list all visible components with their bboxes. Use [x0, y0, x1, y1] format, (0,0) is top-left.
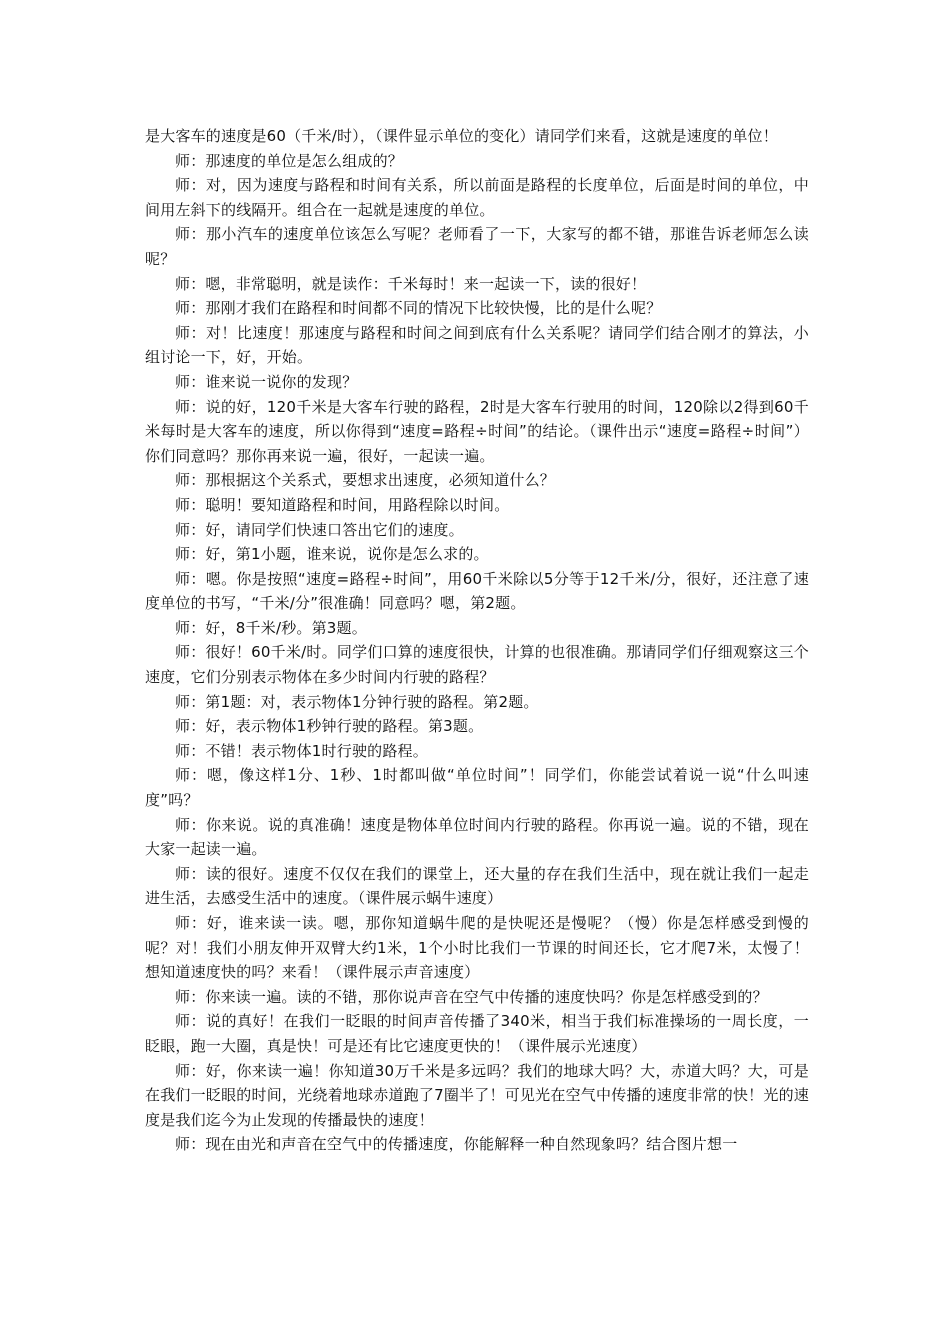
paragraph: 师：那速度的单位是怎么组成的？ [175, 151, 404, 170]
paragraph: 师：好，表示物体1秒钟行驶的路程。第3题。 [175, 717, 484, 736]
paragraph: 师：读的很好。速度不仅仅在我们的课堂上，还大量的存在我们生活中，现在就让我们一起走进生活，去感受生活中的速度。（课件展示蜗牛速度） [145, 864, 809, 908]
paragraph: 师：好，你来读一遍！你知道30万千米是多远吗？我们的地球大吗？大，赤道大吗？大，可是在我们一眨眼的时间，光绕着地球赤道跑了7圈半了！可见光在空气中传播的速度非常的快！光的速度是我们迄今为止发现的传播最快的速度！ [145, 1061, 809, 1129]
paragraph: 师：那刚才我们在路程和时间都不同的情况下比较快慢，比的是什么呢？ [175, 299, 662, 318]
paragraph: 是大客车的速度是60（千米/时），（课件显示单位的变化）请同学们来看，这就是速度的单位！ [145, 127, 778, 145]
paragraph: 师：那根据这个关系式，要想求出速度，必须知道什么？ [175, 471, 556, 490]
paragraph: 师：好，第1小题，谁来说，说你是怎么求的。 [175, 545, 489, 564]
paragraph: 师：嗯。你是按照“速度=路程÷时间”，用60千米除以5分等于12千米/分，很好，还注意了速度单位的书写，“千米/分”很准确！同意吗？嗯，第2题。 [145, 569, 809, 613]
paragraph: 师：不错！表示物体1时行驶的路程。 [175, 741, 428, 760]
paragraph: 师：嗯，非常聪明，就是读作：千米每时！来一起读一下，读的很好！ [175, 274, 647, 293]
document-page [145, 124, 809, 1157]
paragraph: 师：说的真好！在我们一眨眼的时间声音传播了340米，相当于我们标准操场的一周长度，一眨眼，跑一大圈，真是快！可是还有比它速度更快的！（课件展示光速度） [145, 1012, 809, 1055]
paragraph: 师：好，请同学们快速口答出它们的速度。 [175, 520, 464, 539]
paragraph: 师：你来说。说的真准确！速度是物体单位时间内行驶的路程。你再说一遍。说的不错，现在大家一起读一遍。 [145, 815, 809, 859]
paragraph: 师：那小汽车的速度单位该怎么写呢？老师看了一下，大家写的都不错，那谁告诉老师怎么读呢？ [145, 225, 809, 268]
paragraph: 师：对，因为速度与路程和时间有关系，所以前面是路程的长度单位，后面是时间的单位，中间用左斜下的线隔开。组合在一起就是速度的单位。 [145, 176, 809, 219]
paragraph: 师：嗯，像这样1分、1秒、1时都叫做“单位时间”！同学们，你能尝试着说一说“什么叫速度”吗？ [145, 766, 809, 810]
paragraph: 师：好，8千米/秒。第3题。 [175, 618, 367, 637]
paragraph: 师：聪明！要知道路程和时间，用路程除以时间。 [175, 495, 510, 514]
paragraph: 师：你来读一遍。读的不错，那你说声音在空气中传播的速度快吗？你是怎样感受到的？ [175, 987, 768, 1006]
paragraph: 师：对！比速度！那速度与路程和时间之间到底有什么关系呢？请同学们结合刚才的算法，小组讨论一下，好，开始。 [145, 323, 809, 367]
paragraph: 师：谁来说一说你的发现？ [175, 372, 358, 391]
paragraph: 师：好，谁来读一读。嗯，那你知道蜗牛爬的是快呢还是慢呢？（慢）你是怎样感受到慢的呢？对！我们小朋友伸开双臂大约1米，1个小时比我们一节课的时间还长，它才爬7米，太慢了！想知道速度快的吗？来看！（课件展示声音速度） [145, 914, 809, 982]
paragraph: 师：第1题：对，表示物体1分钟行驶的路程。第2题。 [175, 692, 539, 711]
paragraph: 师：现在由光和声音在空气中的传播速度，你能解释一种自然现象吗？结合图片想一 [175, 1135, 738, 1154]
paragraph: 师：说的好，120千米是大客车行驶的路程，2时是大客车行驶用的时间，120除以2得到60千米每时是大客车的速度，所以你得到“速度=路程÷时间”的结论。（课件出示“速度=路程÷时间”）你们同意吗？那你再来说一遍，很好，一起读一遍。 [145, 397, 809, 465]
paragraph: 师：很好！60千米/时。同学们口算的速度很快，计算的也很准确。那请同学们仔细观察这三个速度，它们分别表示物体在多少时间内行驶的路程？ [145, 643, 809, 687]
